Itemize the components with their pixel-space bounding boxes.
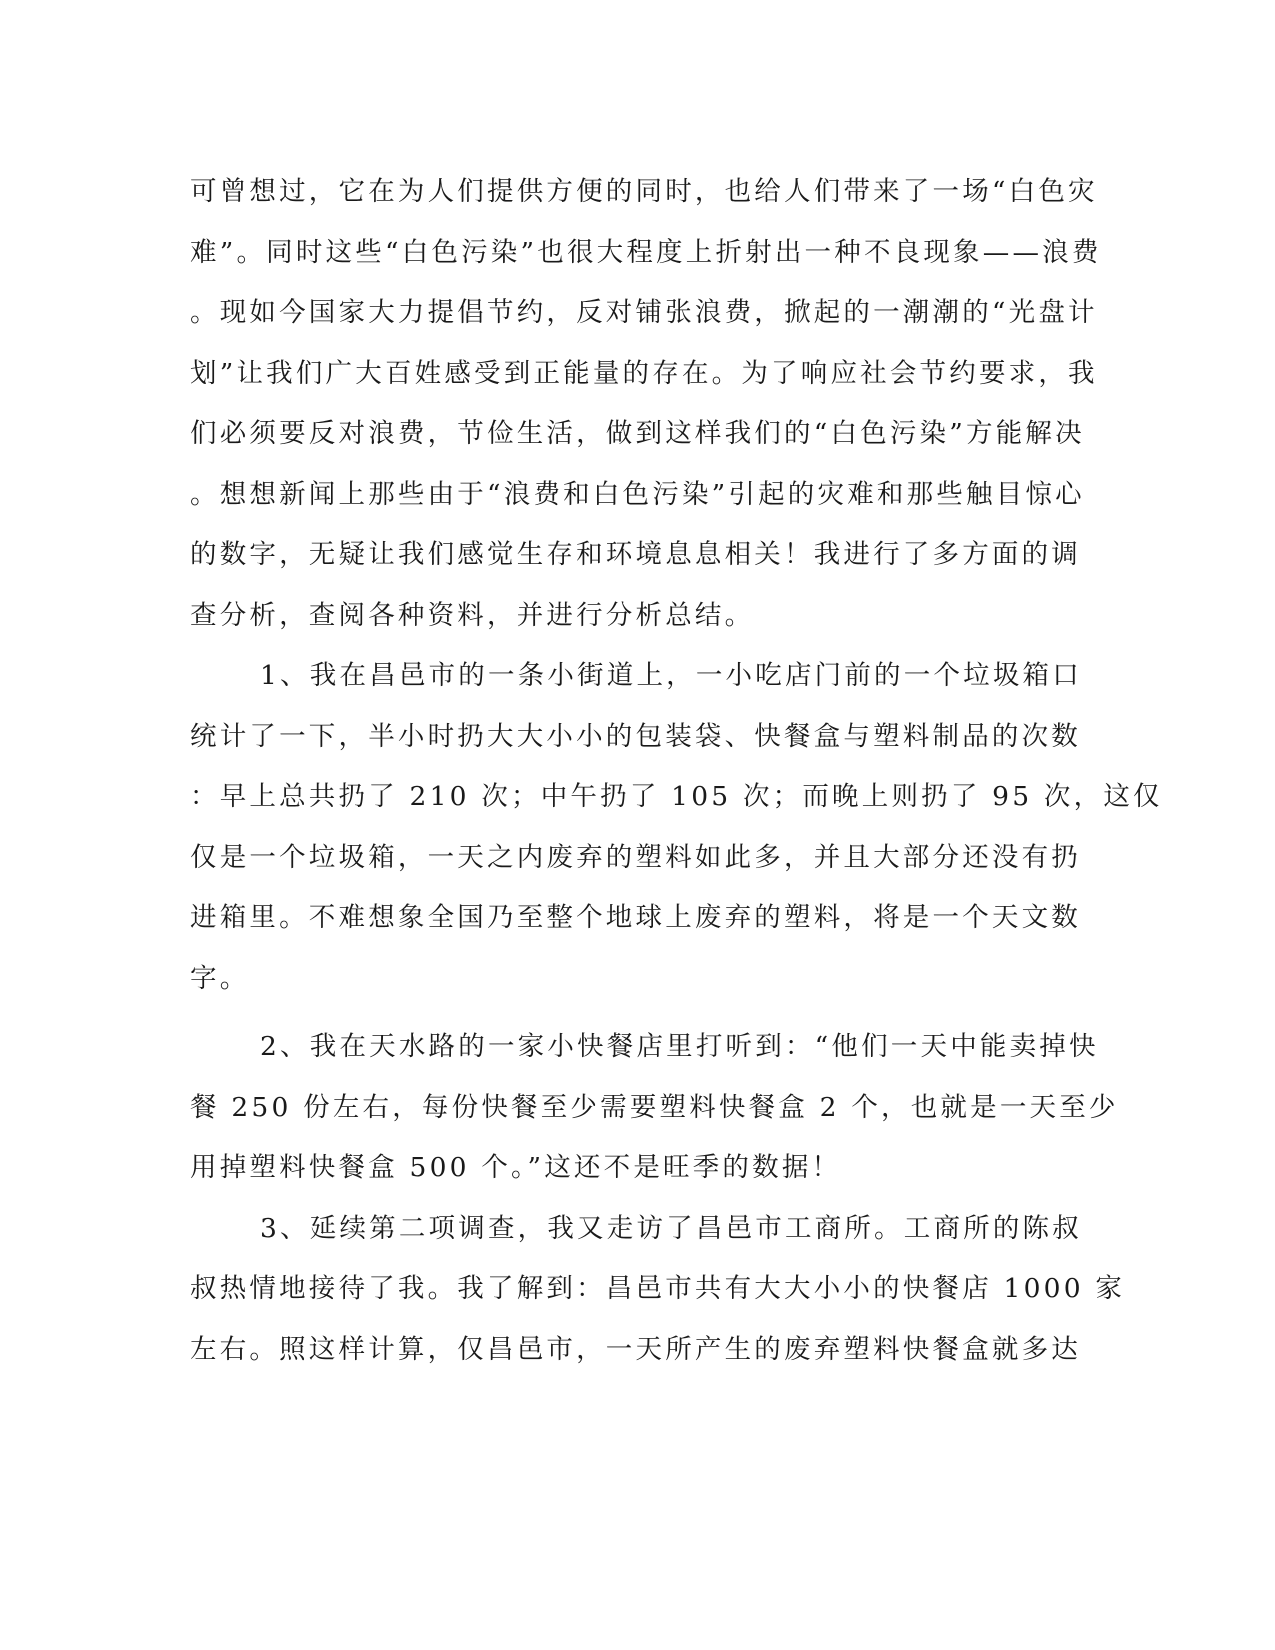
document-body (190, 162, 1163, 1380)
text-line: ：早上总共扔了 210 次；中午扔了 105 次；而晚上则扔了 95 次，这仅 (190, 781, 1163, 812)
paragraph-survey-1 (190, 646, 1163, 1009)
text-line: 左右。照这样计算，仅昌邑市，一天所产生的废弃塑料快餐盒就多达 (190, 1333, 1081, 1365)
text-line: 。想想新闻上那些由于“浪费和白色污染”引起的灾难和那些触目惊心 (190, 478, 1085, 510)
text-line: 难”。同时这些“白色污染”也很大程度上折射出一种不良现象——浪费 (190, 236, 1102, 268)
text-line: 1、我在昌邑市的一条小街道上，一小吃店门前的一个垃圾箱口 (260, 660, 1082, 691)
paragraph-survey-2 (190, 1017, 1119, 1199)
text-line: 们必须要反对浪费，节俭生活，做到这样我们的“白色污染”方能解决 (190, 418, 1085, 449)
text-line: 餐 250 份左右，每份快餐至少需要塑料快餐盒 2 个，也就是一天至少 (190, 1091, 1119, 1123)
text-line: 3、延续第二项调查，我又走访了昌邑市工商所。工商所的陈叔 (260, 1212, 1082, 1244)
text-line: 叔热情地接待了我。我了解到：昌邑市共有大大小小的快餐店 1000 家 (190, 1273, 1126, 1304)
text-line: 用掉塑料快餐盒 500 个。”这还不是旺季的数据！ (190, 1152, 842, 1183)
text-line: 进箱里。不难想象全国乃至整个地球上废弃的塑料，将是一个天文数 (190, 902, 1081, 933)
text-line: 字。 (190, 962, 250, 994)
text-line: 可曾想过，它在为人们提供方便的同时，也给人们带来了一场“白色灾 (190, 176, 1098, 207)
text-line: 。现如今国家大力提倡节约，反对铺张浪费，掀起的一潮潮的“光盘计 (190, 297, 1098, 328)
text-line: 统计了一下，半小时扔大大小小的包装袋、快餐盒与塑料制品的次数 (190, 720, 1081, 752)
text-line: 的数字，无疑让我们感觉生存和环境息息相关！我进行了多方面的调 (190, 539, 1081, 570)
paragraph-intro (190, 162, 1102, 646)
text-line: 仅是一个垃圾箱，一天之内废弃的塑料如此多，并且大部分还没有扔 (190, 841, 1081, 873)
text-line: 2、我在天水路的一家小快餐店里打听到：“他们一天中能卖掉快 (260, 1031, 1099, 1062)
paragraph-survey-3 (190, 1199, 1126, 1381)
text-line: 划”让我们广大百姓感受到正能量的存在。为了响应社会节约要求，我 (190, 357, 1098, 389)
text-line: 查分析，查阅各种资料，并进行分析总结。 (190, 599, 755, 631)
